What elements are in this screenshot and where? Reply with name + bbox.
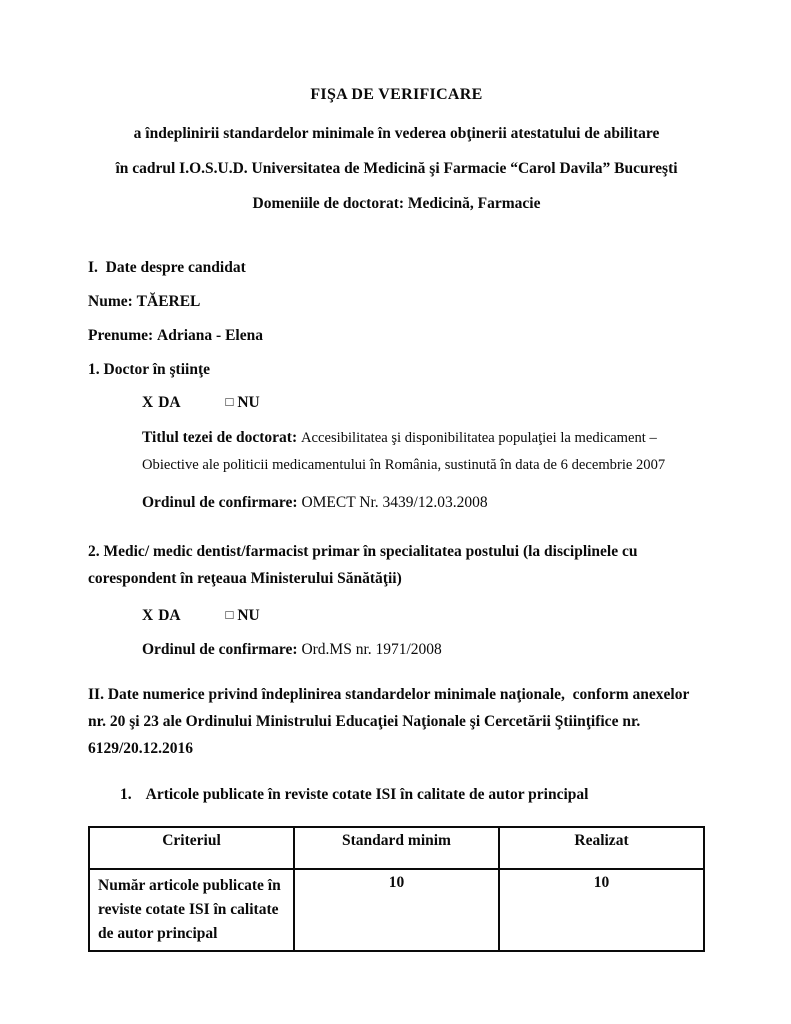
table-row: [89, 869, 704, 951]
item2-confirmation-order-row: [142, 641, 705, 659]
item2-nu-option: [225, 607, 259, 625]
nu-label: NU: [237, 607, 260, 624]
da-checkbox-x-mark: X: [142, 607, 154, 624]
confirmation-order-label: Ordinul de confirmare:: [142, 494, 298, 511]
column-header-realizat: Realizat: [499, 827, 704, 869]
document-subtitle-1: a îndeplinirii standardelor minimale în vederea obţinerii atestatului de abilitare: [133, 125, 660, 142]
firstname-value: Adriana - Elena: [157, 327, 263, 344]
confirmation-order-value: OMECT Nr. 3439/12.03.2008: [301, 494, 488, 511]
document-header: [88, 86, 705, 212]
document-title: FIŞA DE VERIFICARE: [310, 86, 483, 103]
nu-label: NU: [237, 394, 260, 411]
list-item-text: Articole publicate în reviste cotate ISI în calitate de autor principal: [145, 786, 589, 804]
nu-checkbox-empty-icon: □: [225, 607, 234, 622]
confirmation-order-value: Ord.MS nr. 1971/2008: [301, 641, 442, 658]
confirmation-order-label: Ordinul de confirmare:: [142, 641, 298, 658]
lastname-value: TĂEREL: [136, 293, 201, 310]
item2-heading: 2. Medic/ medic dentist/farmacist primar în specialitatea postului (la disciplinele cu corespondent în reţeaua Ministerului Sănătăţii): [88, 543, 638, 587]
cell-realizat: 10: [499, 869, 704, 951]
thesis-title-row: [142, 425, 705, 478]
item2-checkbox-row: [142, 607, 705, 625]
item1-nu-option: [225, 394, 259, 412]
section-candidate-heading: I. Date despre candidat: [88, 259, 246, 276]
thesis-title-label: Titlul tezei de doctorat:: [142, 429, 298, 446]
item1-heading: 1. Doctor în ştiinţe: [88, 361, 210, 378]
column-header-criteriul: Criteriul: [89, 827, 294, 869]
numeric-list-item-1: [120, 786, 705, 804]
thesis-title-value: Accesibilitatea şi disponibilitatea populaţiei la medicament – Obiective ale politicii medicamentului în România, sustinută în data de 6 decembrie 2007: [142, 430, 666, 473]
column-header-standard-minim: Standard minim: [294, 827, 499, 869]
lastname-label: Nume:: [88, 293, 133, 310]
candidate-lastname-row: [88, 293, 705, 311]
criteria-table: [88, 826, 705, 952]
firstname-label: Prenume:: [88, 327, 154, 344]
cell-criteriul: Număr articole publicate în reviste cotate ISI în calitate de autor principal: [89, 869, 294, 951]
da-checkbox-x-mark: X: [142, 394, 154, 411]
list-item-number: 1.: [120, 786, 132, 804]
da-label: DA: [158, 394, 181, 411]
document-subtitle-3: Domeniile de doctorat: Medicină, Farmacie: [252, 195, 541, 212]
document-subtitle-2: în cadrul I.O.S.U.D. Universitatea de Medicină şi Farmacie “Carol Davila” Bucureşti: [115, 160, 678, 177]
item1-checkbox-row: [142, 394, 705, 412]
nu-checkbox-empty-icon: □: [225, 394, 234, 409]
item1-da-option: [142, 394, 181, 412]
table-header-row: [89, 827, 704, 869]
candidate-firstname-row: [88, 327, 705, 345]
section-numeric-heading: II. Date numerice privind îndeplinirea standardelor minimale naţionale, conform anexelor nr. 20 şi 23 ale Ordinului Ministrului Educaţiei Naţionale şi Cercetării Ştiinţifice nr. 6129/20.12.2016: [88, 686, 693, 757]
item2-da-option: [142, 607, 181, 625]
da-label: DA: [158, 607, 181, 624]
item1-confirmation-order-row: [142, 494, 705, 512]
cell-standard-minim: 10: [294, 869, 499, 951]
